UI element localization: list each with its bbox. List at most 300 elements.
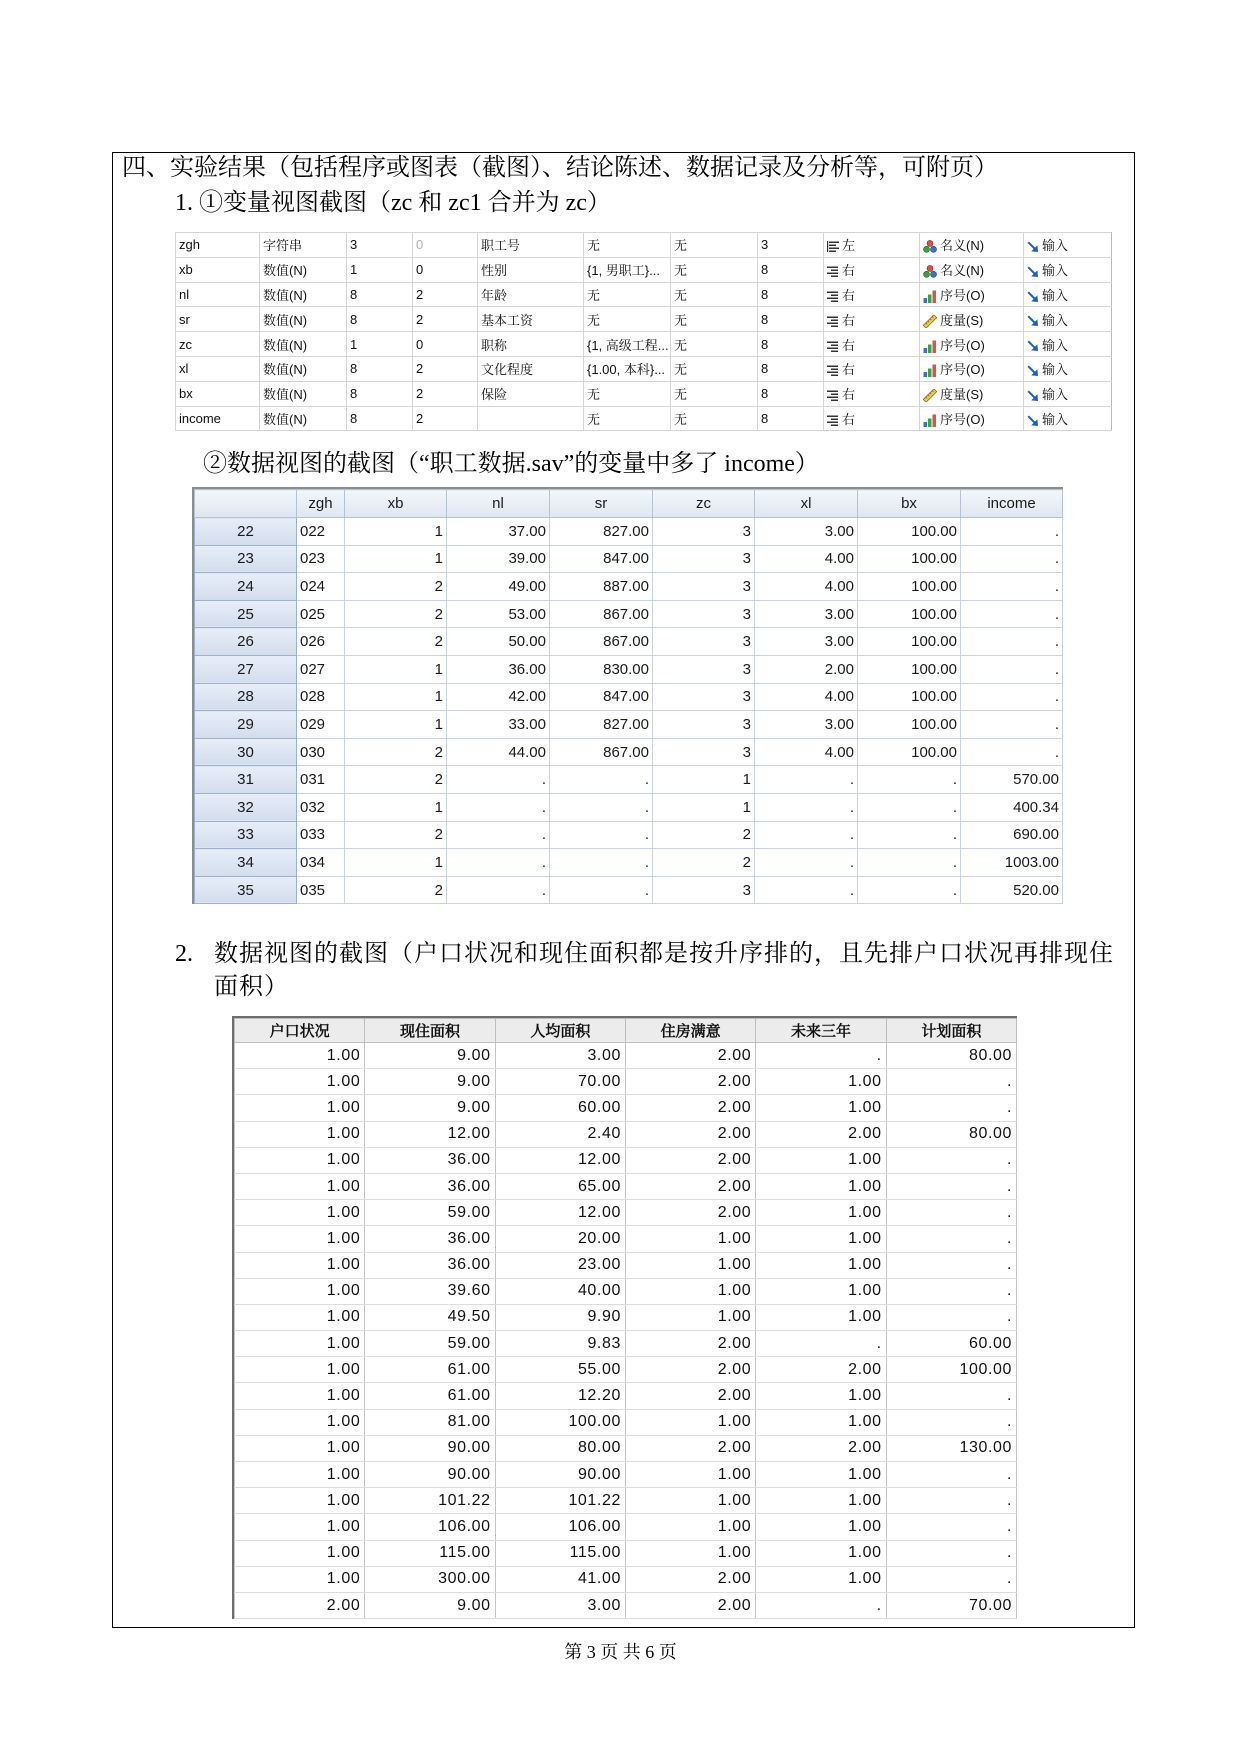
data-cell: .	[755, 821, 858, 849]
data-cell: 1.00	[235, 1121, 365, 1147]
variable-role-text: 输入	[1042, 312, 1069, 328]
data-cell: .	[886, 1514, 1016, 1540]
data-cell: 80.00	[886, 1121, 1016, 1147]
data-cell: .	[756, 1043, 886, 1069]
data-cell: 1.00	[235, 1043, 365, 1069]
variable-label-cell: 保险	[478, 381, 584, 406]
data-cell: 1	[345, 711, 447, 739]
variable-type-cell: 数值(N)	[260, 381, 347, 406]
variable-missing-cell: 无	[671, 257, 758, 282]
data-cell: 1.00	[756, 1462, 886, 1488]
variable-type-cell: 数值(N)	[260, 282, 347, 307]
data-cell: .	[755, 793, 858, 821]
data-cell: 2.00	[625, 1357, 755, 1383]
data-cell: 1	[345, 655, 447, 683]
variable-name-cell: bx	[176, 381, 260, 406]
data-cell: 9.00	[365, 1592, 495, 1618]
data-cell: 1.00	[625, 1252, 755, 1278]
align-right-icon	[827, 390, 839, 401]
data-row	[235, 1304, 1017, 1330]
data-cell: 1.00	[756, 1226, 886, 1252]
data-row	[195, 766, 1063, 794]
data-row	[195, 876, 1063, 904]
variable-role-text: 输入	[1042, 411, 1069, 427]
data-cell: 1.00	[756, 1278, 886, 1304]
data-cell: 1.00	[235, 1409, 365, 1435]
ordinal-icon	[923, 414, 937, 427]
data-row	[235, 1357, 1017, 1383]
align-right-icon	[827, 415, 839, 426]
variable-name-cell: nl	[176, 282, 260, 307]
variable-align-cell	[824, 381, 920, 406]
variable-name-cell: zc	[176, 332, 260, 357]
variable-missing-cell: 无	[671, 307, 758, 332]
data-cell: .	[447, 821, 550, 849]
variable-view-table	[175, 232, 1112, 431]
data-cell: 1.00	[235, 1540, 365, 1566]
data-cell: .	[447, 766, 550, 794]
data-cell: 1.00	[625, 1278, 755, 1304]
data-cell: .	[447, 793, 550, 821]
variable-row	[176, 307, 1112, 332]
data-cell: 20.00	[495, 1226, 625, 1252]
data-row	[235, 1540, 1017, 1566]
data-cell: .	[858, 766, 961, 794]
data-cell: 90.00	[365, 1435, 495, 1461]
data-cell: 2.00	[625, 1069, 755, 1095]
data-cell: 2.00	[625, 1173, 755, 1199]
data-cell: 2	[653, 849, 755, 877]
variable-measure-cell	[920, 282, 1024, 307]
variable-role-text: 输入	[1042, 337, 1069, 353]
data-row	[235, 1069, 1017, 1095]
data-cell: .	[886, 1488, 1016, 1514]
data-cell: 1	[345, 793, 447, 821]
data-cell: 2	[653, 821, 755, 849]
variable-role-text: 输入	[1042, 238, 1069, 254]
data-cell: 026	[297, 628, 345, 656]
data-cell: 1.00	[235, 1147, 365, 1173]
variable-type-cell: 数值(N)	[260, 356, 347, 381]
item2-caption-text	[214, 938, 1120, 1004]
data-row	[235, 1592, 1017, 1618]
data-cell: 55.00	[495, 1357, 625, 1383]
data-cell: 2	[345, 600, 447, 628]
variable-align-cell	[824, 257, 920, 282]
data-cell: 867.00	[550, 628, 653, 656]
data-cell: 106.00	[365, 1514, 495, 1540]
variable-decimals-cell: 2	[413, 381, 478, 406]
variable-values-cell: {1, 男职工}...	[584, 257, 671, 282]
data-cell: 100.00	[858, 518, 961, 546]
ordinal-icon	[923, 340, 937, 353]
data-cell: 1	[345, 849, 447, 877]
data-row	[195, 711, 1063, 739]
data-cell: 2.00	[625, 1435, 755, 1461]
column-header: 户口状况	[235, 1019, 365, 1043]
data-cell: 115.00	[495, 1540, 625, 1566]
data-cell: 1.00	[235, 1514, 365, 1540]
data-cell: 12.00	[495, 1200, 625, 1226]
data-cell: .	[886, 1173, 1016, 1199]
data-cell: 2.00	[625, 1566, 755, 1592]
row-number: 35	[195, 876, 297, 904]
input-arrow-icon	[1027, 291, 1039, 303]
variable-name-cell: zgh	[176, 233, 260, 258]
data-cell: 4.00	[755, 545, 858, 573]
data-row	[235, 1566, 1017, 1592]
data-row	[235, 1043, 1017, 1069]
variable-align-cell	[824, 356, 920, 381]
variable-type-cell: 字符串	[260, 233, 347, 258]
column-header: 计划面积	[886, 1019, 1016, 1043]
data-row	[195, 849, 1063, 877]
variable-label-cell: 性别	[478, 257, 584, 282]
data-cell: 2.40	[495, 1121, 625, 1147]
data-cell: 1.00	[235, 1383, 365, 1409]
data-cell: 2	[345, 738, 447, 766]
variable-name-cell: xl	[176, 356, 260, 381]
data-row	[235, 1200, 1017, 1226]
data-cell: 1.00	[756, 1514, 886, 1540]
data-cell: 847.00	[550, 683, 653, 711]
data-cell: 1.00	[625, 1540, 755, 1566]
input-arrow-icon	[1027, 266, 1039, 278]
data-cell: 61.00	[365, 1357, 495, 1383]
ordinal-icon	[923, 290, 937, 303]
data-cell: 1.00	[756, 1383, 886, 1409]
variable-columns-cell: 3	[758, 233, 824, 258]
variable-row	[176, 406, 1112, 431]
variable-align-text: 右	[842, 387, 856, 403]
variable-width-cell: 8	[347, 381, 413, 406]
data-cell: .	[550, 821, 653, 849]
data-row	[235, 1278, 1017, 1304]
data-cell: 3	[653, 518, 755, 546]
sorted-header-row	[235, 1019, 1017, 1043]
variable-decimals-cell: 0	[413, 332, 478, 357]
data-cell: 3	[653, 738, 755, 766]
variable-measure-text: 度量(S)	[940, 312, 984, 328]
variable-role-cell	[1024, 307, 1112, 332]
data-cell: 034	[297, 849, 345, 877]
data-cell: 300.00	[365, 1566, 495, 1592]
data-cell: 39.00	[447, 545, 550, 573]
variable-label-cell: 职工号	[478, 233, 584, 258]
variable-row	[176, 257, 1112, 282]
variable-decimals-cell: 2	[413, 307, 478, 332]
data-cell: 1.00	[625, 1514, 755, 1540]
variable-missing-cell: 无	[671, 282, 758, 307]
data-cell: 101.22	[495, 1488, 625, 1514]
align-left-icon	[827, 241, 839, 252]
data-cell: .	[756, 1331, 886, 1357]
data-cell: 032	[297, 793, 345, 821]
data-cell: 3.00	[755, 518, 858, 546]
data-cell: 1003.00	[961, 849, 1063, 877]
data-cell: 80.00	[886, 1043, 1016, 1069]
data-cell: 867.00	[550, 738, 653, 766]
data-cell: 022	[297, 518, 345, 546]
data-cell: 39.60	[365, 1278, 495, 1304]
data-cell: 49.00	[447, 573, 550, 601]
data-cell: 100.00	[858, 573, 961, 601]
variable-decimals-cell: 2	[413, 356, 478, 381]
variable-align-cell	[824, 233, 920, 258]
data-cell: 1.00	[235, 1252, 365, 1278]
data-cell: 12.00	[495, 1147, 625, 1173]
column-header: bx	[858, 490, 961, 518]
data-cell: .	[756, 1592, 886, 1618]
variable-role-cell	[1024, 406, 1112, 431]
variable-role-cell	[1024, 332, 1112, 357]
data-cell: .	[886, 1566, 1016, 1592]
data-cell: 115.00	[365, 1540, 495, 1566]
data-cell: 70.00	[495, 1069, 625, 1095]
variable-row	[176, 356, 1112, 381]
variable-label-cell: 基本工资	[478, 307, 584, 332]
input-arrow-icon	[1027, 340, 1039, 352]
data-cell: 1.00	[235, 1200, 365, 1226]
data-cell: 1.00	[235, 1173, 365, 1199]
column-header: zgh	[297, 490, 345, 518]
data-cell: 23.00	[495, 1252, 625, 1278]
data-row	[235, 1173, 1017, 1199]
data-cell: 36.00	[365, 1173, 495, 1199]
row-number: 22	[195, 518, 297, 546]
data-view-header-row	[195, 490, 1063, 518]
data-cell: 3	[653, 683, 755, 711]
data-row	[195, 600, 1063, 628]
data-cell: 2.00	[625, 1043, 755, 1069]
data-cell: .	[550, 876, 653, 904]
data-cell: 100.00	[858, 545, 961, 573]
data-cell: 4.00	[755, 573, 858, 601]
data-row	[195, 518, 1063, 546]
data-cell: 9.90	[495, 1304, 625, 1330]
variable-decimals-cell: 0	[413, 233, 478, 258]
variable-width-cell: 8	[347, 406, 413, 431]
ordinal-icon	[923, 364, 937, 377]
data-cell: 1.00	[235, 1566, 365, 1592]
variable-role-text: 输入	[1042, 287, 1069, 303]
column-header: nl	[447, 490, 550, 518]
data-row	[195, 793, 1063, 821]
variable-align-text: 右	[842, 362, 856, 378]
data-cell: 1.00	[756, 1409, 886, 1435]
data-cell: 1.00	[235, 1488, 365, 1514]
variable-columns-cell: 8	[758, 282, 824, 307]
variable-missing-cell: 无	[671, 381, 758, 406]
item2-caption-line: 数据视图的截图（户口状况和现住面积都是按升序排的，且先排户口状况再排现住	[214, 941, 1114, 967]
variable-values-cell: 无	[584, 307, 671, 332]
data-cell: 80.00	[495, 1435, 625, 1461]
data-row	[235, 1252, 1017, 1278]
data-cell: 3	[653, 711, 755, 739]
data-row	[195, 573, 1063, 601]
row-number: 28	[195, 683, 297, 711]
data-cell: 1.00	[756, 1566, 886, 1592]
data-cell: 1.00	[235, 1095, 365, 1121]
data-cell: 2.00	[625, 1147, 755, 1173]
variable-missing-cell: 无	[671, 406, 758, 431]
data-row	[235, 1488, 1017, 1514]
column-header: 人均面积	[495, 1019, 625, 1043]
data-cell: 3.00	[495, 1043, 625, 1069]
align-right-icon	[827, 291, 839, 302]
variable-measure-text: 序号(O)	[940, 337, 985, 353]
variable-columns-cell: 8	[758, 257, 824, 282]
data-cell: 1.00	[235, 1278, 365, 1304]
data-cell: .	[961, 600, 1063, 628]
data-view-screenshot	[192, 487, 1063, 904]
variable-name-cell: xb	[176, 257, 260, 282]
data-cell: 1	[345, 518, 447, 546]
data-cell: .	[886, 1095, 1016, 1121]
data-cell: 44.00	[447, 738, 550, 766]
variable-measure-cell	[920, 233, 1024, 258]
variable-measure-text: 名义(N)	[940, 263, 985, 279]
data-cell: 1	[653, 766, 755, 794]
variable-width-cell: 8	[347, 307, 413, 332]
data-cell: 035	[297, 876, 345, 904]
variable-role-cell	[1024, 356, 1112, 381]
item2-caption-line: 面积）	[214, 974, 289, 1000]
column-header: zc	[653, 490, 755, 518]
data-cell: 3	[653, 600, 755, 628]
data-cell: 1.00	[756, 1069, 886, 1095]
variable-label-cell	[478, 406, 584, 431]
variable-measure-text: 序号(O)	[940, 362, 985, 378]
data-cell: 3	[653, 628, 755, 656]
align-right-icon	[827, 316, 839, 327]
data-cell: 3	[653, 545, 755, 573]
data-cell: .	[886, 1200, 1016, 1226]
data-cell: 9.00	[365, 1069, 495, 1095]
data-cell: 2.00	[625, 1592, 755, 1618]
data-cell: 1.00	[235, 1435, 365, 1461]
data-cell: 520.00	[961, 876, 1063, 904]
data-cell: 1.00	[756, 1488, 886, 1514]
data-cell: 3	[653, 573, 755, 601]
row-number: 31	[195, 766, 297, 794]
data-cell: 101.22	[365, 1488, 495, 1514]
data-cell: 2.00	[625, 1121, 755, 1147]
data-cell: 2.00	[625, 1383, 755, 1409]
row-number: 23	[195, 545, 297, 573]
data-cell: .	[886, 1462, 1016, 1488]
data-cell: 61.00	[365, 1383, 495, 1409]
data-cell: 2	[345, 766, 447, 794]
variable-role-cell	[1024, 282, 1112, 307]
sorted-data-table	[234, 1018, 1017, 1619]
variable-values-cell: 无	[584, 282, 671, 307]
variable-type-cell: 数值(N)	[260, 257, 347, 282]
variable-row	[176, 282, 1112, 307]
variable-values-cell: 无	[584, 406, 671, 431]
data-row	[195, 655, 1063, 683]
data-view-table	[194, 489, 1063, 904]
data-cell: 36.00	[365, 1252, 495, 1278]
data-cell: 400.34	[961, 793, 1063, 821]
data-cell: 3.00	[755, 628, 858, 656]
data-cell: .	[961, 518, 1063, 546]
data-row	[235, 1514, 1017, 1540]
data-cell: 3	[653, 876, 755, 904]
column-header: 未来三年	[756, 1019, 886, 1043]
variable-columns-cell: 8	[758, 356, 824, 381]
data-cell: 4.00	[755, 683, 858, 711]
variable-measure-text: 度量(S)	[940, 387, 984, 403]
data-cell: .	[886, 1147, 1016, 1173]
item1-sub-caption: ②数据视图的截图（“职工数据.sav”的变量中多了 income）	[203, 451, 819, 477]
variable-columns-cell: 8	[758, 307, 824, 332]
variable-missing-cell: 无	[671, 332, 758, 357]
input-arrow-icon	[1027, 390, 1039, 402]
data-cell: 100.00	[886, 1357, 1016, 1383]
data-cell: 12.00	[365, 1121, 495, 1147]
nominal-icon	[923, 240, 937, 253]
data-cell: 887.00	[550, 573, 653, 601]
variable-width-cell: 3	[347, 233, 413, 258]
data-cell: 023	[297, 545, 345, 573]
data-cell: 42.00	[447, 683, 550, 711]
data-cell: 60.00	[495, 1095, 625, 1121]
data-cell: .	[550, 793, 653, 821]
data-row	[235, 1226, 1017, 1252]
data-cell: 60.00	[886, 1331, 1016, 1357]
variable-row	[176, 233, 1112, 258]
data-cell: 1.00	[625, 1304, 755, 1330]
data-row	[235, 1383, 1017, 1409]
data-cell: .	[886, 1383, 1016, 1409]
data-cell: 41.00	[495, 1566, 625, 1592]
data-cell: 2.00	[625, 1200, 755, 1226]
data-cell: 36.00	[447, 655, 550, 683]
data-cell: 59.00	[365, 1200, 495, 1226]
data-cell: .	[550, 766, 653, 794]
variable-missing-cell: 无	[671, 356, 758, 381]
data-cell: .	[886, 1226, 1016, 1252]
variable-measure-cell	[920, 307, 1024, 332]
data-cell: 3.00	[755, 711, 858, 739]
data-row	[235, 1121, 1017, 1147]
variable-type-cell: 数值(N)	[260, 307, 347, 332]
input-arrow-icon	[1027, 365, 1039, 377]
column-header: 现住面积	[365, 1019, 495, 1043]
data-cell: 2.00	[755, 655, 858, 683]
variable-align-cell	[824, 307, 920, 332]
data-cell: 3.00	[495, 1592, 625, 1618]
variable-measure-cell	[920, 257, 1024, 282]
data-cell: 1	[345, 545, 447, 573]
data-cell: 65.00	[495, 1173, 625, 1199]
data-cell: 100.00	[858, 628, 961, 656]
data-cell: 1.00	[625, 1488, 755, 1514]
data-cell: 2	[345, 573, 447, 601]
data-cell: .	[961, 545, 1063, 573]
data-cell: 1.00	[625, 1462, 755, 1488]
data-cell: .	[858, 849, 961, 877]
variable-row	[176, 381, 1112, 406]
data-cell: .	[447, 849, 550, 877]
variable-columns-cell: 8	[758, 332, 824, 357]
variable-measure-cell	[920, 381, 1024, 406]
variable-missing-cell: 无	[671, 233, 758, 258]
data-cell: .	[961, 573, 1063, 601]
data-row	[195, 821, 1063, 849]
data-cell: 2.00	[756, 1121, 886, 1147]
